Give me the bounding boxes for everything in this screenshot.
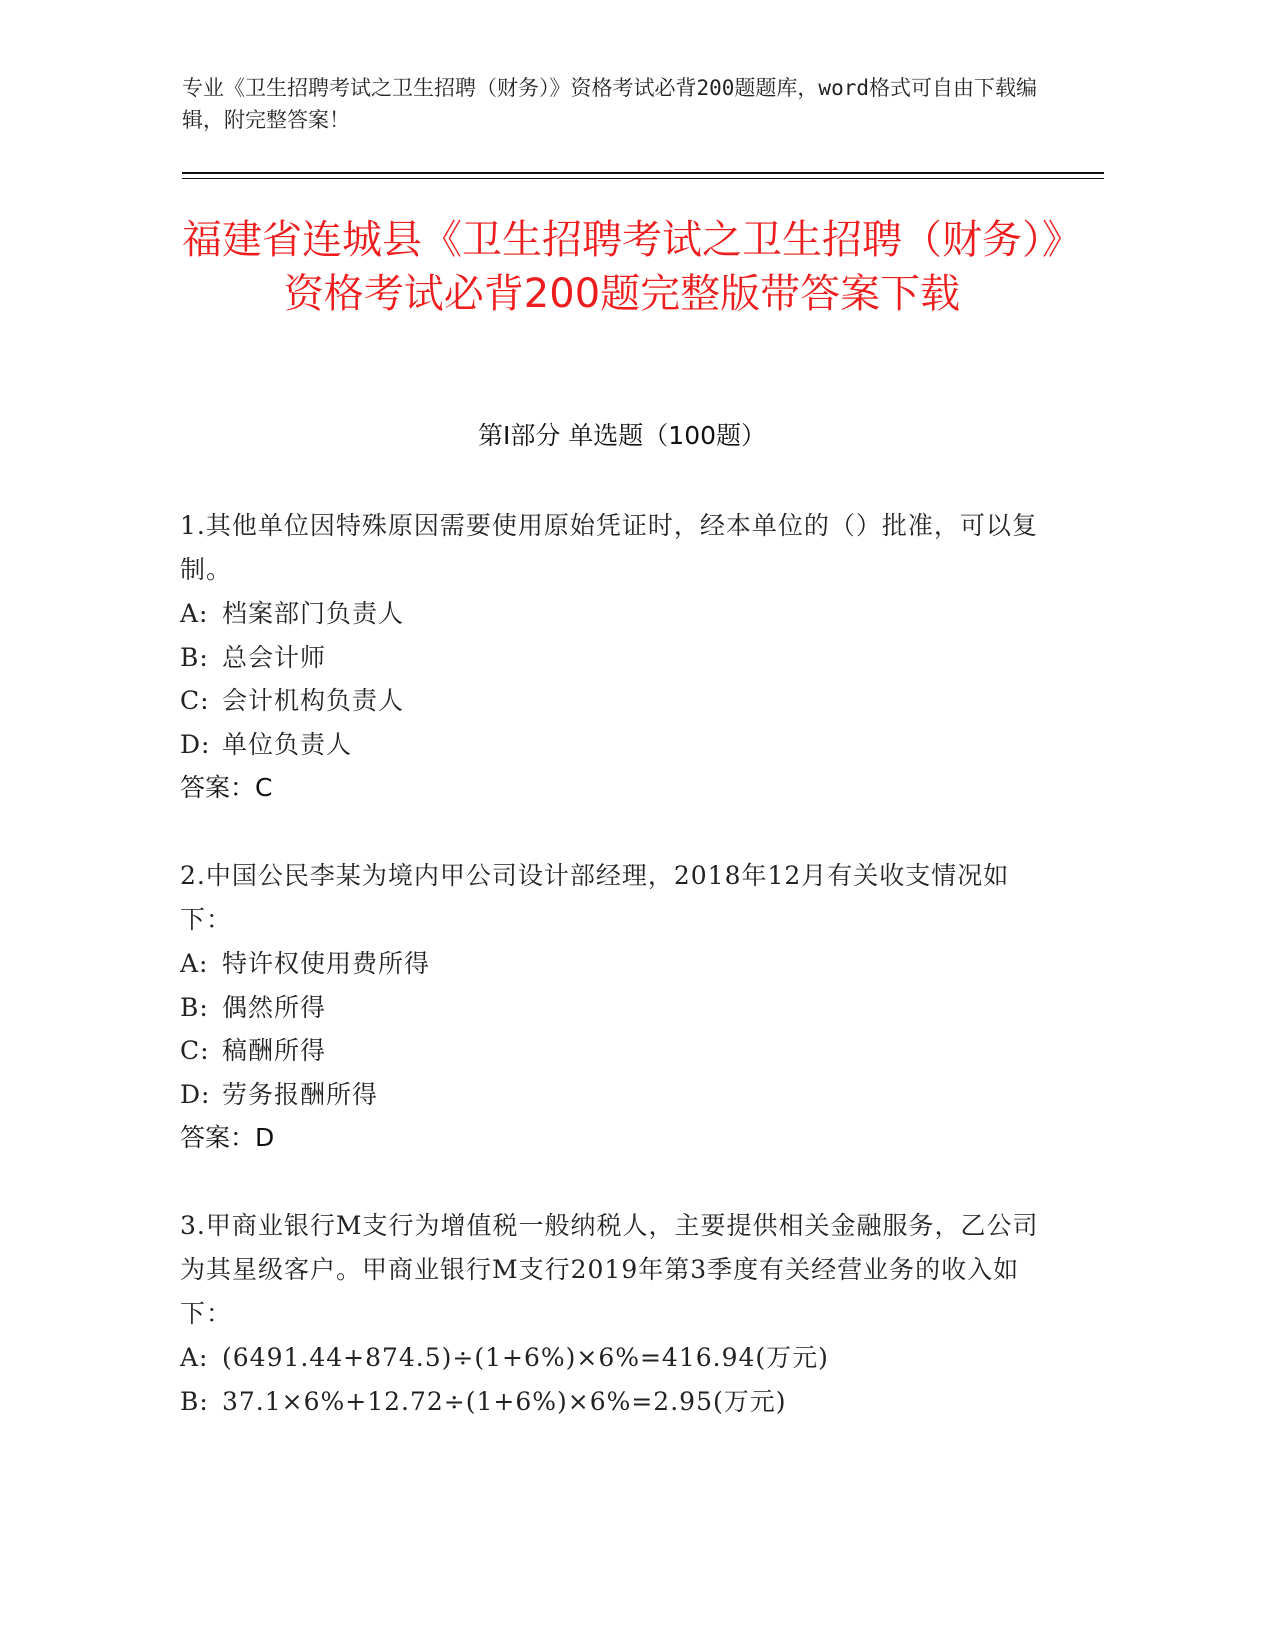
answer-line	[180, 1116, 1060, 1160]
option-text: 特许权使用费所得	[222, 949, 431, 978]
option-text: (6491.44+874.5)÷(1+6%)×6%=416.94(万元)	[222, 1343, 829, 1372]
option-letter: A:	[180, 949, 209, 978]
header-note: 专业《卫生招聘考试之卫生招聘（财务）》资格考试必背200题题库，word格式可自由下载编辑，附完整答案！	[182, 76, 1037, 132]
option-c	[180, 679, 1060, 723]
option-text: 档案部门负责人	[222, 599, 405, 628]
question-3	[180, 1204, 1060, 1423]
option-b	[180, 986, 1060, 1030]
option-letter: B:	[180, 642, 209, 672]
option-text: 会计机构负责人	[222, 686, 405, 715]
answer-value: D	[255, 1123, 275, 1152]
option-a	[180, 942, 1060, 986]
option-a	[180, 592, 1060, 636]
option-c	[180, 1029, 1060, 1073]
question-list	[180, 504, 1060, 1467]
option-letter: A:	[180, 1343, 209, 1372]
option-letter: D:	[180, 729, 211, 759]
option-letter: C:	[180, 686, 210, 715]
option-b	[180, 636, 1060, 680]
answer-label: 答案：	[180, 773, 256, 802]
option-letter: B:	[180, 1386, 209, 1416]
option-text: 稿酬所得	[222, 1036, 327, 1065]
answer-value: C	[255, 773, 273, 802]
option-letter: D:	[180, 1079, 211, 1109]
section-title: 第I部分 单选题（100题）	[477, 421, 767, 450]
option-b	[180, 1380, 1060, 1424]
answer-line	[180, 766, 1060, 810]
option-d	[180, 723, 1060, 767]
option-text: 劳务报酬所得	[222, 1079, 379, 1109]
option-d	[180, 1073, 1060, 1117]
document-title: 福建省连城县《卫生招聘考试之卫生招聘（财务）》资格考试必背200题完整版带答案下载	[182, 217, 1062, 317]
option-letter: A:	[180, 599, 209, 628]
question-stem: 1.其他单位因特殊原因需要使用原始凭证时，经本单位的（）批准，可以复制。	[180, 511, 1038, 584]
question-stem: 2.中国公民李某为境内甲公司设计部经理，2018年12月有关收支情况如下：	[180, 861, 1010, 934]
option-letter: C:	[180, 1036, 210, 1065]
question-2	[180, 854, 1060, 1160]
option-text: 单位负责人	[222, 729, 353, 759]
header-divider-thick	[182, 172, 1104, 174]
option-text: 总会计师	[222, 642, 327, 672]
question-1	[180, 504, 1060, 810]
option-text: 偶然所得	[222, 992, 327, 1022]
option-a	[180, 1336, 1060, 1380]
answer-label: 答案：	[180, 1123, 256, 1152]
option-letter: B:	[180, 992, 209, 1022]
option-text: 37.1×6%+12.72÷(1+6%)×6%=2.95(万元)	[222, 1386, 787, 1416]
header-divider-thin	[182, 178, 1104, 179]
question-stem: 3.甲商业银行M支行为增值税一般纳税人，主要提供相关金融服务，乙公司为其星级客户。甲商业银行M支行2019年第3季度有关经营业务的收入如下：	[180, 1211, 1039, 1328]
